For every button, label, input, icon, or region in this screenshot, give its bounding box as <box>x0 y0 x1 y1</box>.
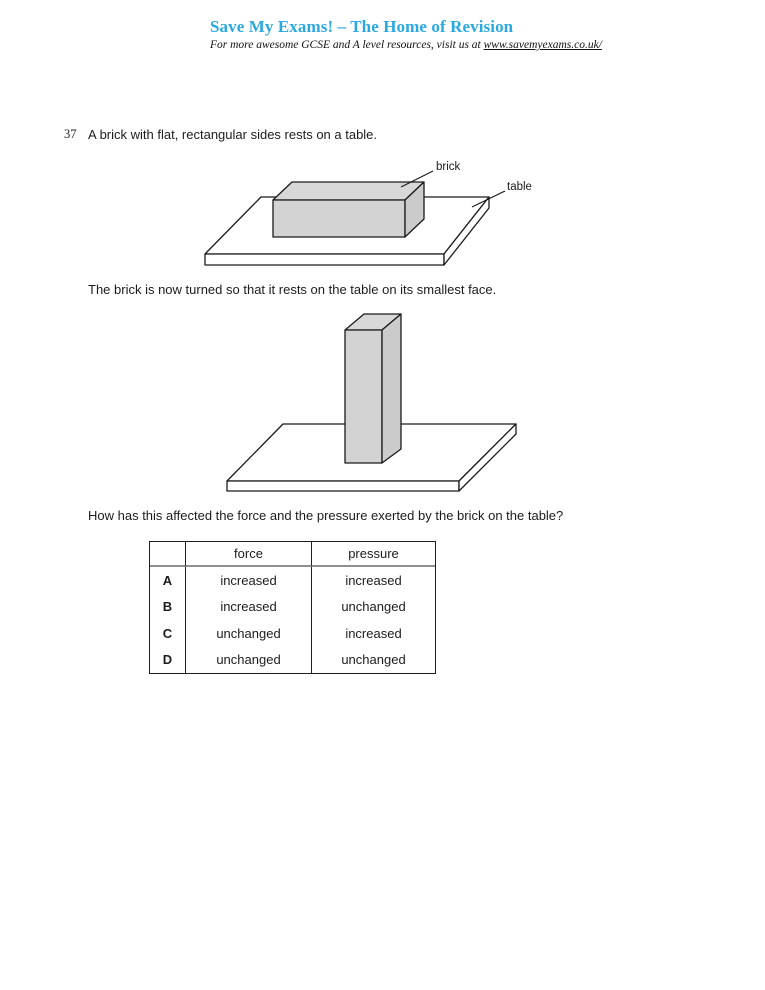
option-c-letter: C <box>150 620 186 647</box>
answer-table <box>149 541 436 674</box>
brick-flat-diagram <box>195 155 555 275</box>
option-a-force: increased <box>186 567 312 594</box>
question-prompt-text: How has this affected the force and the pressure exerted by the brick on the table? <box>88 508 564 523</box>
table-front-face <box>205 254 444 265</box>
question-intro-text: A brick with flat, rectangular sides rests on a table. <box>88 127 378 142</box>
option-c-pressure: increased <box>345 625 402 641</box>
table-label: table <box>507 181 532 193</box>
option-b-letter: B <box>150 594 186 621</box>
corner-header-cell <box>150 542 186 567</box>
question-turned-text: The brick is now turned so that it rests on the table on its smallest face. <box>88 282 497 297</box>
subtitle-text: For more awesome GCSE and A level resources, visit us at <box>210 39 484 51</box>
savemyexams-link[interactable]: www.savemyexams.co.uk/ <box>483 39 602 51</box>
brick-front-face <box>273 200 405 237</box>
force-header: force <box>186 542 312 567</box>
question-number: 37 <box>64 127 77 141</box>
table-front-face <box>227 481 459 491</box>
brick-upright-svg <box>210 300 530 500</box>
option-b-force: increased <box>186 594 312 621</box>
brick-side-face <box>382 314 401 463</box>
option-d-pressure: unchanged <box>341 652 406 668</box>
option-b-pressure: unchanged <box>341 599 406 615</box>
page-header <box>210 17 602 51</box>
site-title: Save My Exams! – The Home of Revision <box>210 17 514 36</box>
site-subtitle <box>210 39 602 51</box>
brick-top-face <box>273 182 424 200</box>
brick-upright-diagram <box>210 300 530 500</box>
option-a-pressure: increased <box>345 572 402 588</box>
option-d-letter: D <box>150 647 186 674</box>
option-c-force: unchanged <box>186 620 312 647</box>
brick-front-face <box>345 330 382 463</box>
pressure-header: pressure <box>312 542 435 567</box>
brick-flat-svg <box>195 155 555 275</box>
brick-label: brick <box>436 161 461 173</box>
option-d-force: unchanged <box>186 647 312 674</box>
option-a-letter: A <box>150 567 186 594</box>
